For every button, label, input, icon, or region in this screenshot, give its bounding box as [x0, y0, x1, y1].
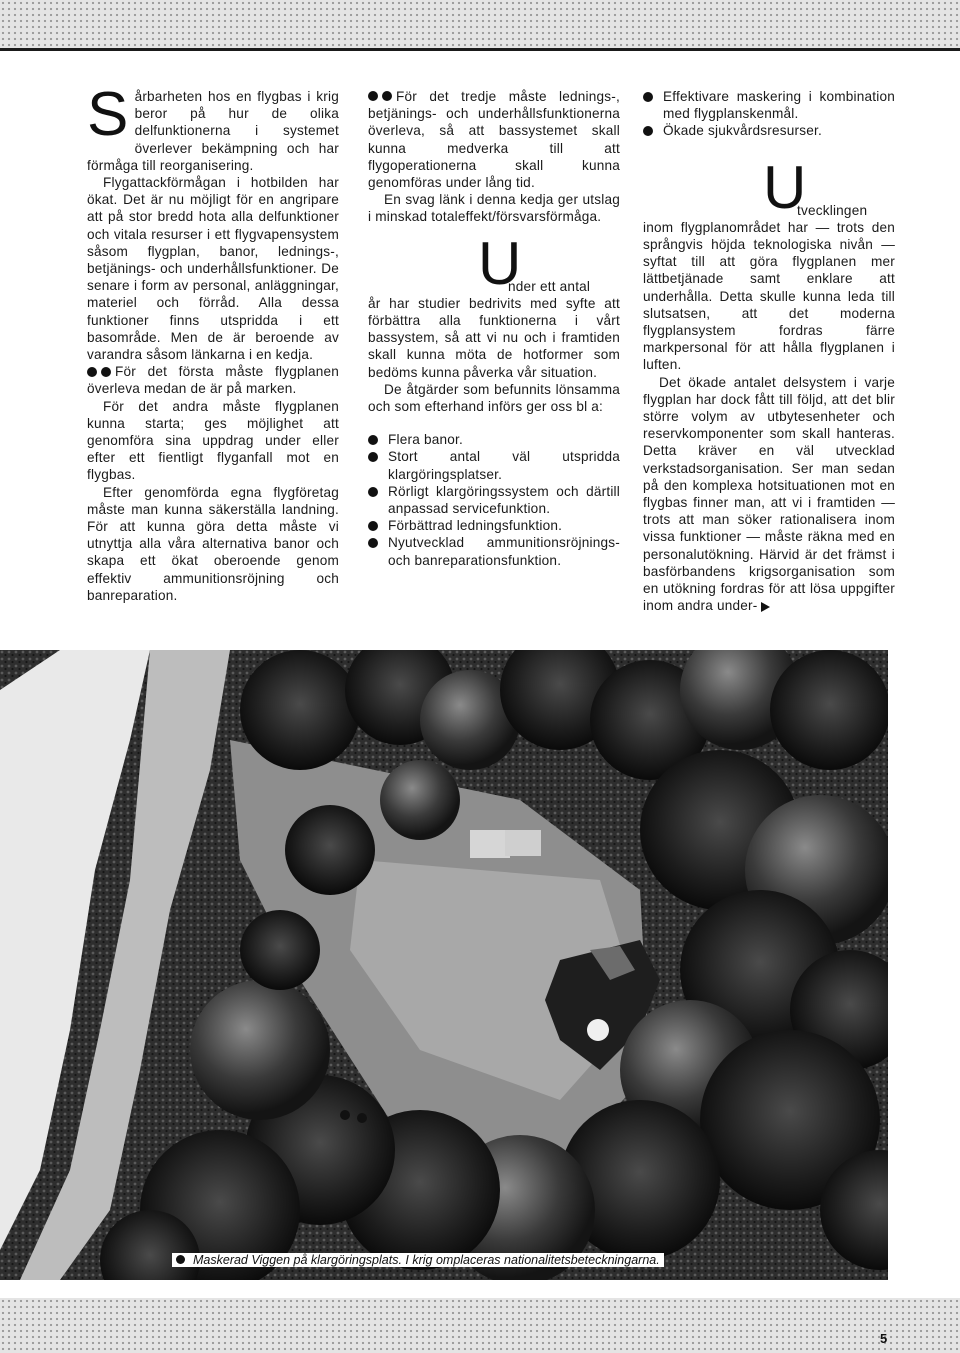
paragraph: Efter genomförda egna flygföretag måste man kunna säkerställa landning. För att kunna göra detta måste vi utnyttja alla våra alternativa banor och skapa ett ökat oberoende genom effektiv ammunitionsröjning och banreparation. [87, 484, 339, 603]
bullet-icon [87, 367, 97, 377]
page-number: 5 [880, 1331, 888, 1346]
continue-arrow-icon [761, 602, 770, 612]
intro-text: årbarheten hos en flygbas i krig beror på hur de olika delfunktionerna i systemet överlever bekämpning och har förmåga till reorganisering. [87, 89, 339, 173]
bottom-halftone-band [0, 1298, 960, 1353]
third-point-text: För det tredje måste lednings-, betjänings- och underhållsfunktionerna överleva, så att bassystemet skall kunna medverka till att flygoperationerna skall kunna genomföras under lång tid. [368, 89, 620, 191]
bullet-icon [368, 435, 378, 445]
bullet-icon [101, 367, 111, 377]
paragraph-first-point [87, 363, 339, 397]
text-column-1 [87, 80, 339, 604]
top-halftone-band [0, 0, 960, 48]
bullet-icon [382, 91, 392, 101]
paragraph: En svag länk i denna kedja ger utslag i minskad totaleffekt/försvarsförmåga. [368, 192, 620, 225]
continued-text: Det ökade antalet delsystem i varje flygplan har dock fått till följd, att det blir större volym av utbytesenheter och reservkomponenter som skall hanteras. Detta kräver en väl utvecklad verkstadsorganisation. Ser man sedan på den komplexa hotsituationen mot en flygbas finner man, att vi i framtiden — trots att man söker rationalisera inom vissa funktioner — måste räkna med en personalutökning. Härvid är det främst i basförbandens krigsorganisation som en utökning fordras för att lösa uppgifter inom andra under- [643, 374, 895, 614]
text-column-2 [368, 88, 620, 569]
header-rule [0, 48, 960, 51]
bullet-icon [368, 487, 378, 497]
first-point-text: För det första måste flygplanen överleva medan de är på marken. [87, 364, 339, 397]
list-item: Flera banor. [368, 431, 620, 448]
bullet-icon [368, 538, 378, 548]
list-item: Förbättrad ledningsfunktion. [368, 517, 620, 534]
paragraph-intro [87, 80, 339, 174]
initial-letter: U [478, 229, 522, 297]
initial-letter: U [763, 153, 807, 221]
measures-list [368, 431, 620, 569]
initial-continuation: tvecklingen [797, 202, 868, 218]
bullet-icon [176, 1255, 185, 1264]
list-item: Effektivare maskering i kombination med flygplanskenmål. [643, 88, 895, 122]
list-item: Stort antal väl utspridda klargöringsplatser. [368, 448, 620, 482]
paragraph: För det andra måste flygplanen kunna starta; ges möjlighet att genomföra sina uppdrag under eller efter ett fientligt flyganfall mot en flygbas. [87, 398, 339, 483]
section-initial-row [643, 153, 895, 221]
bullet-icon [643, 92, 653, 102]
list-item: Rörligt klargöringssystem och därtill anpassad servicefunktion. [368, 483, 620, 517]
aerial-photo [0, 650, 888, 1280]
caption-text: Maskerad Viggen på klargöringsplats. I krig omplaceras nationalitetsbeteckningarna. [193, 1253, 660, 1267]
bullet-icon [368, 91, 378, 101]
paragraph-third-point [368, 88, 620, 191]
paragraph: Flygattackförmågan i hotbilden har ökat. Det är nu möjligt för en angripare att på stor bredd hota alla delfunktioner och vitala resurser i ett flygvapensystem såsom flygplan, banor, lednings-, betjänings- och underhållsfunktioner. De senare i form av personal, anläggningar, materiel och förråd. Alla dessa funktioner finns utspridda i ett basområde. Men de är beroende av varandra såsom länkarna i en kedja. [87, 175, 339, 363]
measures-list-continued [643, 88, 895, 140]
paragraph: De åtgärder som befunnits lönsamma och som efterhand införs ger oss bl a: [368, 381, 620, 415]
bullet-icon [368, 452, 378, 462]
drop-cap: S [87, 80, 129, 149]
initial-continuation: nder ett antal [508, 278, 591, 294]
bullet-icon [368, 521, 378, 531]
paragraph: år har studier bedrivits med syfte att förbättra alla funktionerna i vårt bassystem, så att vi nu och i framtiden skall kunna möta de hotformer som bedöms kunna påverka vår situation. [368, 295, 620, 380]
section-initial-row [368, 229, 620, 297]
paragraph: inom flygplanområdet har — trots den språngvis höjda teknologiska nivån — syftat till att göra flygplanen mer lättbetjänade samt enklare att underhålla. Detta skulle kunna leda till slutsatsen, att det moderna flygplansystem fordras färre markpersonal för att hålla flygplanen i luften. [643, 219, 895, 373]
list-item: Ökade sjukvårdsresurser. [643, 122, 895, 139]
list-item: Nyutvecklad ammunitionsröjnings- och banreparationsfunktion. [368, 534, 620, 568]
photo-caption [172, 1253, 664, 1267]
text-column-3 [643, 88, 895, 614]
bullet-icon [643, 126, 653, 136]
paragraph-continues [643, 374, 895, 615]
